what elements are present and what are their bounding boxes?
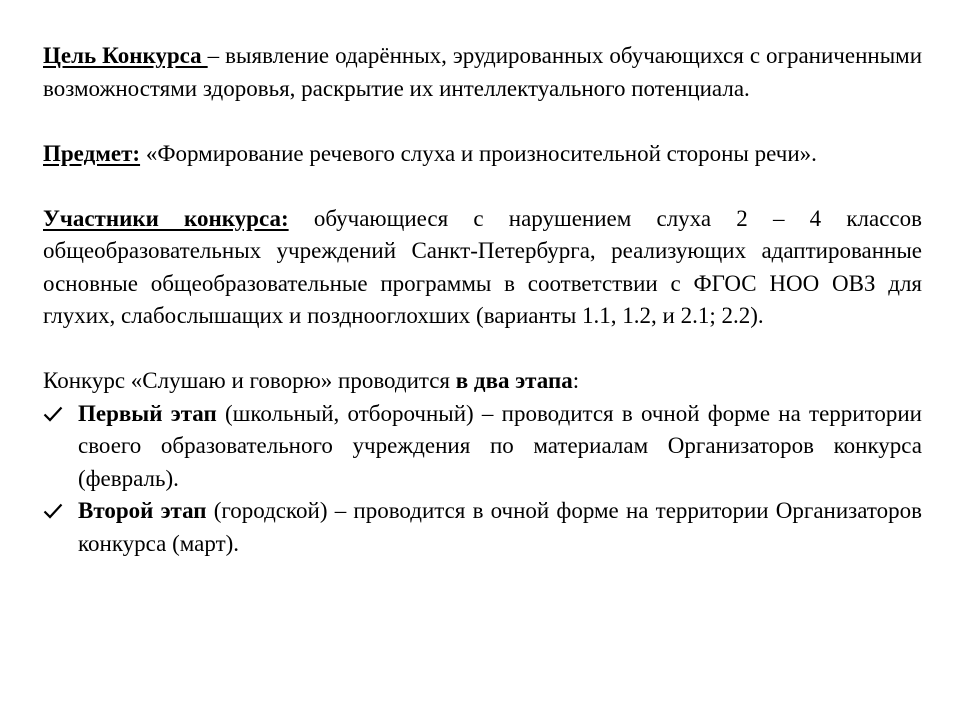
spacer [43,170,922,203]
spacer [43,105,922,138]
stages-intro-text: Конкурс «Слушаю и говорю» проводится [43,368,456,393]
stages-list [43,398,922,561]
participants-paragraph [43,203,922,333]
goal-paragraph [43,40,922,105]
stages-intro [43,365,922,398]
stage-title: Первый этап [78,400,217,426]
stage-item-first [43,398,922,496]
stages-intro-end: : [572,368,580,393]
stages-intro-bold: в два этапа [455,368,573,393]
subject-label: Предмет: [43,140,141,166]
spacer [43,333,922,366]
stage-item-second [43,495,922,560]
checkmark-icon [43,503,63,519]
subject-paragraph [43,138,922,171]
checkmark-icon [43,406,63,422]
participants-label: Участники конкурса: [43,205,289,231]
goal-text: – выявление одарённых, эрудированных обучающихся с ограниченными возможностями здоровья, раскрытие их интеллектуального потенциала. [43,43,923,101]
stage-title: Второй этап [78,498,207,523]
stage-text: (школьный, отборочный) – проводится в очной форме на территории своего образовательного учреждения по материалам Организаторов конкурса (февраль). [78,400,922,491]
slide-content [43,40,922,560]
stage-text: (городской) – проводится в очной форме на территории Организаторов конкурса (март). [78,498,922,556]
goal-label: Цель Конкурса [43,43,208,68]
subject-text: «Формирование речевого слуха и произносительной стороны речи». [140,140,817,166]
participants-text: обучающиеся с нарушением слуха 2 – 4 классов общеобразовательных учреждений Санкт-Петербурга, реализующих адаптированные основные общеобразовательные программы в соответствии с ФГОС НОО ОВЗ для глухих, слабослышащих и позднооглохших (варианты 1.1, 1.2, и 2.1; 2.2). [43,205,922,328]
